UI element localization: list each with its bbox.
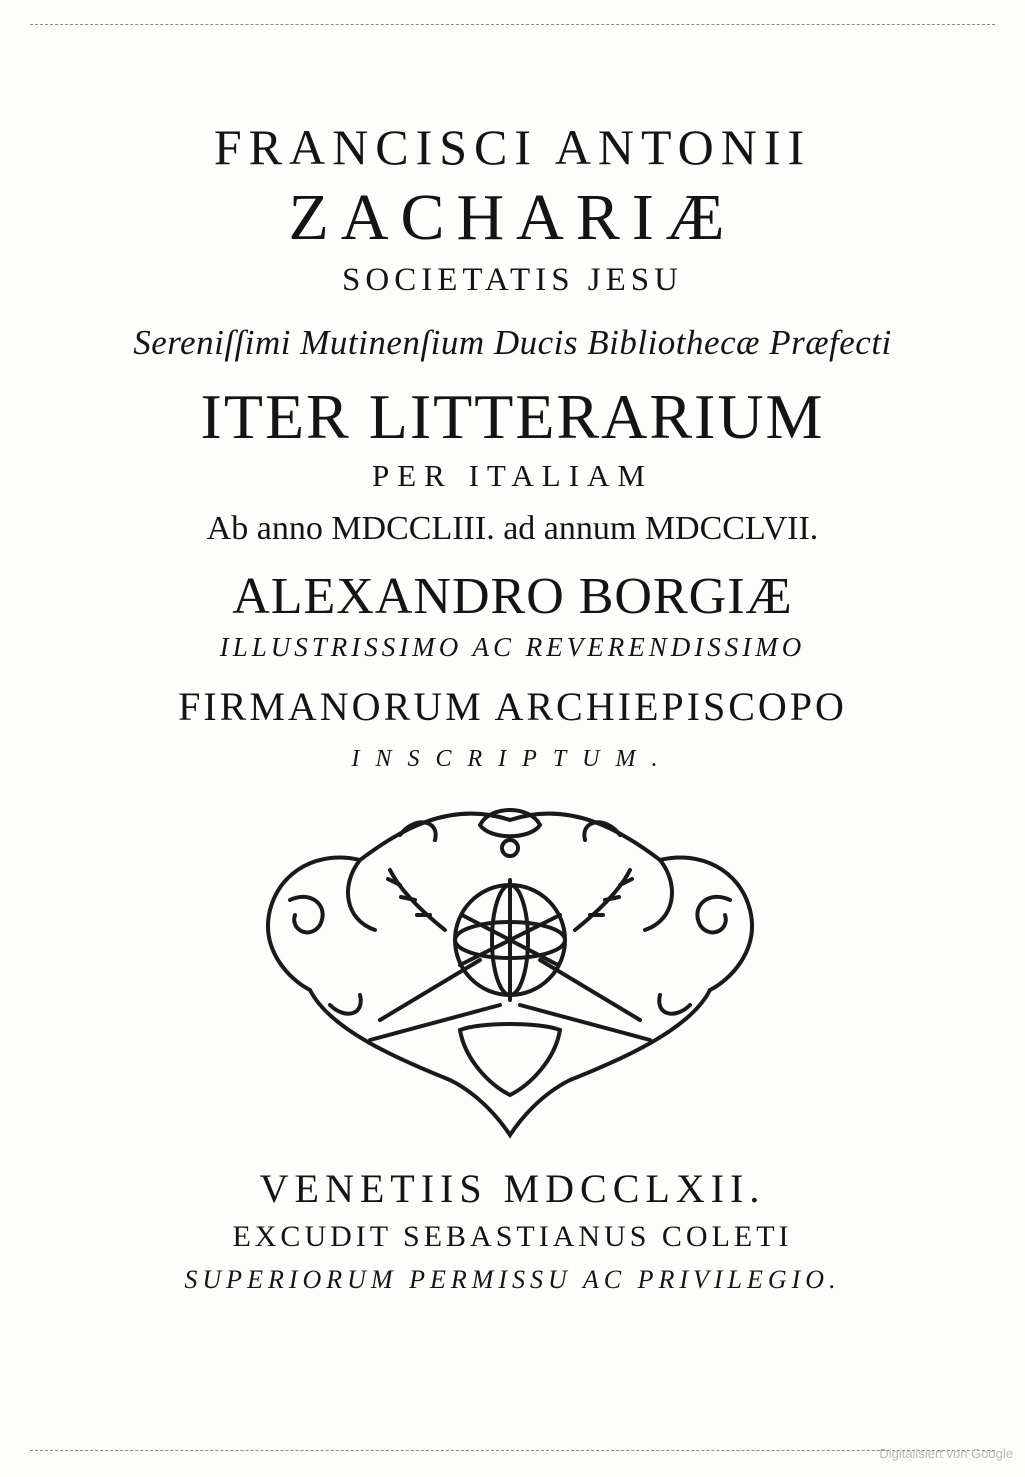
inscription-word: INSCRIPTUM. xyxy=(351,746,674,772)
imprint-place-date: VENETIIS MDCCLXII. xyxy=(259,1166,766,1211)
author-surname: ZACHARIÆ xyxy=(288,181,737,254)
dedicatee-honorific: ILLUSTRISSIMO AC REVERENDISSIMO xyxy=(219,632,806,662)
digitization-watermark: Digitalisiert von Google xyxy=(879,1446,1013,1461)
book-subtitle: PER ITALIAM xyxy=(372,458,653,493)
page-edge-bottom xyxy=(30,1450,995,1451)
author-order: SOCIETATIS JESU xyxy=(342,262,683,298)
imprint-printer: EXCUDIT SEBASTIANUS COLETI xyxy=(232,1220,793,1253)
date-range: Ab anno MDCCLIII. ad annum MDCCLVII. xyxy=(206,510,819,547)
page-edge-top xyxy=(30,24,995,25)
dedicatee-office: FIRMANORUM ARCHIEPISCOPO xyxy=(178,684,847,729)
book-title: ITER LITTERARIUM xyxy=(200,381,825,452)
imprint-privilege: SUPERIORUM PERMISSU AC PRIVILEGIO. xyxy=(184,1265,841,1294)
author-forename: FRANCISCI ANTONII xyxy=(213,119,812,175)
dedicatee-name: ALEXANDRO BORGIÆ xyxy=(232,568,793,625)
armillary-sphere-cartouche-icon xyxy=(250,790,770,1140)
author-office: Sereniſſimi Mutinenſium Ducis Bibliothecæ Præfecti xyxy=(133,323,892,362)
